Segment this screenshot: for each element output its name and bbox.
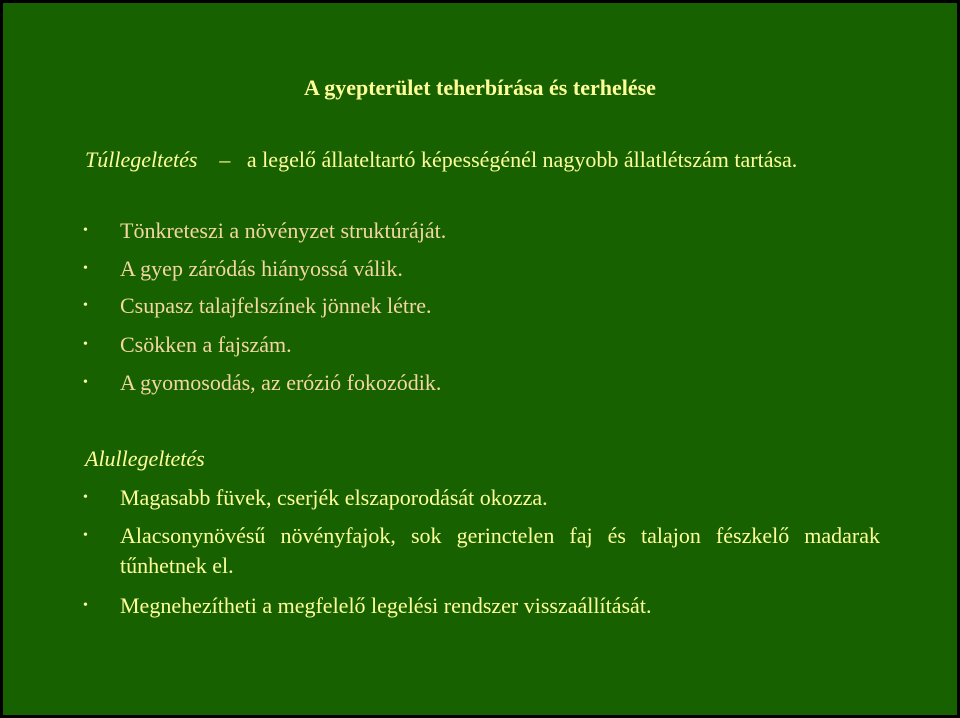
bullet-dot-icon: • (83, 337, 88, 352)
definition-dash: – (219, 147, 231, 172)
bullet-dot-icon: • (83, 528, 88, 543)
slide-title: A gyepterület teherbírása és terhelése (304, 75, 656, 100)
list-item-text: A gyomosodás, az erózió fokozódik. (120, 370, 442, 395)
overgrazing-definition (85, 145, 879, 175)
overgrazing-definition-text: a legelő állateltartó képességénél nagyobb állatlétszám tartása. (246, 147, 798, 172)
bullet-dot-icon: • (83, 223, 88, 238)
list-item-text: Tönkreteszi a növényzet struktúráját. (120, 218, 447, 243)
list-item-text: Alacsonynövésű növényfajok, sok gerinctelen faj és talajon fészkelő madarak tűnhetnek el. (120, 523, 880, 578)
list-item-text: Megnehezítheti a megfelelő legelési rendszer visszaállítását. (120, 593, 652, 618)
bullet-dot-icon: • (83, 298, 88, 313)
bullet-dot-icon: • (83, 261, 88, 276)
bullet-dot-icon: • (83, 375, 88, 390)
bullet-dot-icon: • (83, 598, 88, 613)
undergrazing-term: Alullegeltetés (85, 446, 205, 471)
bullet-dot-icon: • (83, 490, 88, 505)
overgrazing-term: Túllegeltetés (85, 147, 198, 172)
list-item-text: Csökken a fajszám. (120, 332, 292, 357)
list-item-text: Magasabb füvek, cserjék elszaporodását okozza. (120, 485, 548, 510)
list-item-text: Csupasz talajfelszínek jönnek létre. (120, 293, 432, 318)
list-item-text: A gyep záródás hiányossá válik. (120, 256, 403, 281)
slide (3, 3, 957, 715)
